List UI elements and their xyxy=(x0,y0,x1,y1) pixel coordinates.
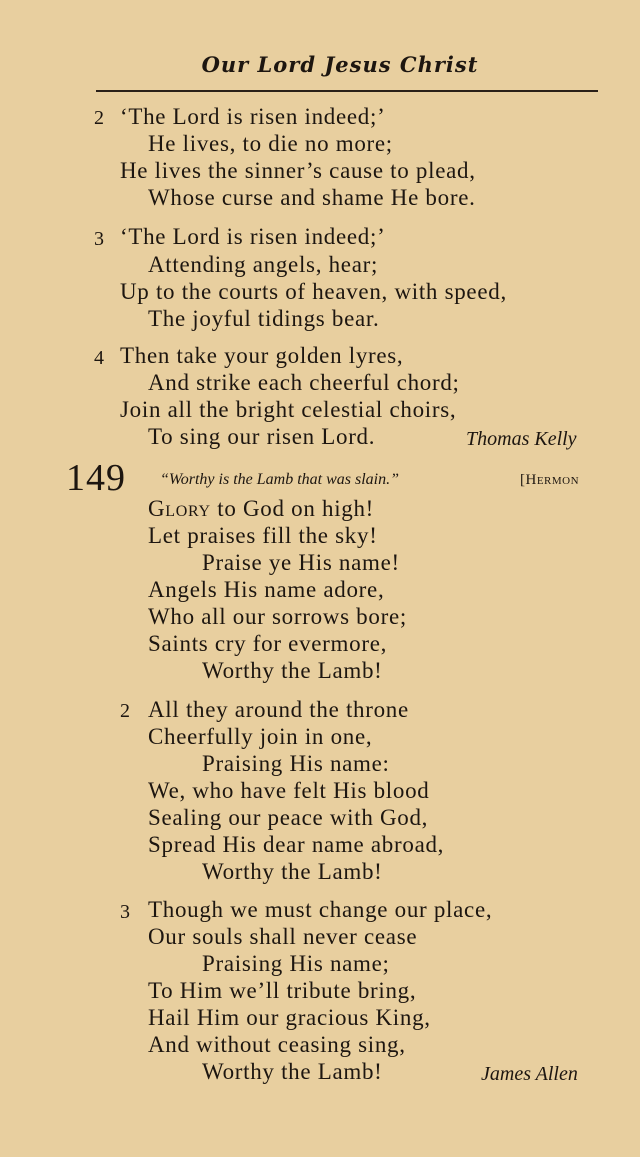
verse-line: Worthy the Lamb! xyxy=(202,1059,383,1084)
verse-line: He lives the sinner’s cause to plead, xyxy=(120,158,476,183)
verse-number: 3 xyxy=(94,228,104,250)
author-credit: Thomas Kelly xyxy=(466,428,577,450)
running-header: Our Lord Jesus Christ xyxy=(201,52,479,77)
verse-line: ‘The Lord is risen indeed;’ xyxy=(120,224,386,249)
verse-number: 4 xyxy=(94,347,104,369)
verse-line: Angels His name adore, xyxy=(148,577,385,602)
verse-line: Saints cry for evermore, xyxy=(148,631,388,656)
verse-line: Though we must change our place, xyxy=(148,897,493,922)
verse-line: Then take your golden lyres, xyxy=(120,343,404,368)
verse-line: And without ceasing sing, xyxy=(148,1032,406,1057)
verse-line: Attending angels, hear; xyxy=(148,252,379,277)
verse-line: Worthy the Lamb! xyxy=(202,859,383,884)
verse-line: Whose curse and shame He bore. xyxy=(148,185,476,210)
first-word: Glory xyxy=(148,496,211,521)
header-rule xyxy=(96,90,598,92)
hymn-epigraph: “Worthy is the Lamb that was slain.” xyxy=(160,471,400,488)
verse-line: Who all our sorrows bore; xyxy=(148,604,407,629)
verse-line: Our souls shall never cease xyxy=(148,924,418,949)
verse-line: To sing our risen Lord. xyxy=(148,424,376,449)
verse-line: Praise ye His name! xyxy=(202,550,400,575)
verse-line: Praising His name; xyxy=(202,951,390,976)
verse-number: 2 xyxy=(94,107,104,129)
verse-line: Let praises fill the sky! xyxy=(148,523,378,548)
verse-line: And strike each cheerful chord; xyxy=(148,370,460,395)
verse-line: Cheerfully join in one, xyxy=(148,724,373,749)
hymn-number: 149 xyxy=(66,457,126,499)
verse-line: Spread His dear name abroad, xyxy=(148,832,445,857)
verse-line: ‘The Lord is risen indeed;’ xyxy=(120,104,386,129)
verse-line: We, who have felt His blood xyxy=(148,778,430,803)
verse-line: All they around the throne xyxy=(148,697,409,722)
author-credit: James Allen xyxy=(481,1063,578,1085)
tune-name: [Hermon xyxy=(520,472,580,488)
verse-line: Up to the courts of heaven, with speed, xyxy=(120,279,507,304)
verse-line: Praising His name: xyxy=(202,751,390,776)
verse-line: The joyful tidings bear. xyxy=(148,306,380,331)
verse-line: He lives, to die no more; xyxy=(148,131,393,156)
verse-line: Worthy the Lamb! xyxy=(202,658,383,683)
first-line-rest: to God on high! xyxy=(210,496,375,521)
verse-line: Join all the bright celestial choirs, xyxy=(120,397,457,422)
verse-line: Sealing our peace with God, xyxy=(148,805,429,830)
verse-line: Hail Him our gracious King, xyxy=(148,1005,431,1030)
verse-number: 2 xyxy=(120,700,130,722)
verse-number: 3 xyxy=(120,901,130,923)
first-line xyxy=(148,496,374,522)
verse-line: To Him we’ll tribute bring, xyxy=(148,978,417,1003)
